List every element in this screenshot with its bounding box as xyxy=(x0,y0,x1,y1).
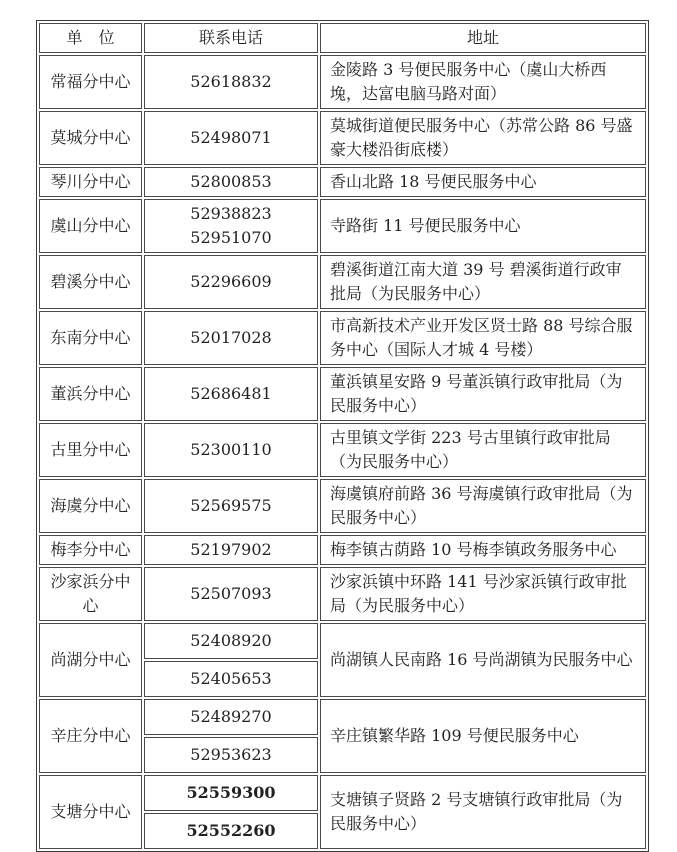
table-row xyxy=(39,199,646,253)
address-cell: 莫城街道便民服务中心（苏常公路 86 号盛豪大楼沿街底楼） xyxy=(320,111,646,165)
table-row xyxy=(39,479,646,533)
address-cell: 金陵路 3 号便民服务中心（虞山大桥西堍，达富电脑马路对面） xyxy=(320,55,646,109)
unit-cell: 碧溪分中心 xyxy=(39,255,142,309)
table-row xyxy=(39,255,646,309)
address-cell: 辛庄镇繁华路 109 号便民服务中心 xyxy=(320,699,646,773)
address-cell: 市高新技术产业开发区贤士路 88 号综合服务中心（国际人才城 4 号楼） xyxy=(320,311,646,365)
table-row xyxy=(39,111,646,165)
phone-cell: 52408920 xyxy=(144,623,318,659)
phone-cell: 52489270 xyxy=(144,699,318,735)
unit-cell: 沙家浜分中心 xyxy=(39,567,142,621)
table-row xyxy=(39,167,646,197)
table-row xyxy=(39,699,646,735)
unit-cell: 琴川分中心 xyxy=(39,167,142,197)
unit-cell: 常福分中心 xyxy=(39,55,142,109)
phone-cell: 52569575 xyxy=(144,479,318,533)
unit-cell: 董浜分中心 xyxy=(39,367,142,421)
phone-cell: 52405653 xyxy=(144,661,318,697)
phone-cell: 52296609 xyxy=(144,255,318,309)
table-row xyxy=(39,775,646,811)
unit-cell: 海虞分中心 xyxy=(39,479,142,533)
table-row xyxy=(39,623,646,659)
phone-cell: 52686481 xyxy=(144,367,318,421)
phone-cell: 52498071 xyxy=(144,111,318,165)
unit-cell: 尚湖分中心 xyxy=(39,623,142,697)
table-row xyxy=(39,55,646,109)
address-cell: 沙家浜镇中环路 141 号沙家浜镇行政审批局（为民服务中心） xyxy=(320,567,646,621)
table-row xyxy=(39,423,646,477)
table-body xyxy=(39,55,646,849)
col-header-address: 地址 xyxy=(320,23,646,53)
address-cell: 古里镇文学街 223 号古里镇行政审批局（为民服务中心） xyxy=(320,423,646,477)
table-row xyxy=(39,311,646,365)
service-center-contact-table xyxy=(36,20,649,852)
col-header-phone: 联系电话 xyxy=(144,23,318,53)
address-cell: 碧溪街道江南大道 39 号 碧溪街道行政审批局（为民服务中心） xyxy=(320,255,646,309)
unit-cell: 辛庄分中心 xyxy=(39,699,142,773)
header-row xyxy=(39,23,646,53)
address-cell: 梅李镇古荫路 10 号梅李镇政务服务中心 xyxy=(320,535,646,565)
phone-cell: 52017028 xyxy=(144,311,318,365)
unit-cell: 虞山分中心 xyxy=(39,199,142,253)
address-cell: 香山北路 18 号便民服务中心 xyxy=(320,167,646,197)
phone-cell: 52618832 xyxy=(144,55,318,109)
phone-cell: 52938823 52951070 xyxy=(144,199,318,253)
phone-cell: 52559300 xyxy=(144,775,318,811)
address-cell: 海虞镇府前路 36 号海虞镇行政审批局（为民服务中心） xyxy=(320,479,646,533)
table-row xyxy=(39,535,646,565)
address-cell: 寺路街 11 号便民服务中心 xyxy=(320,199,646,253)
phone-cell: 52300110 xyxy=(144,423,318,477)
address-cell: 董浜镇星安路 9 号董浜镇行政审批局（为民服务中心） xyxy=(320,367,646,421)
address-cell: 支塘镇子贤路 2 号支塘镇行政审批局（为民服务中心） xyxy=(320,775,646,849)
phone-cell: 52507093 xyxy=(144,567,318,621)
phone-cell: 52953623 xyxy=(144,737,318,773)
table-row xyxy=(39,367,646,421)
address-cell: 尚湖镇人民南路 16 号尚湖镇为民服务中心 xyxy=(320,623,646,697)
col-header-unit: 单 位 xyxy=(39,23,142,53)
phone-cell: 52552260 xyxy=(144,813,318,849)
phone-cell: 52197902 xyxy=(144,535,318,565)
unit-cell: 梅李分中心 xyxy=(39,535,142,565)
table-row xyxy=(39,567,646,621)
phone-cell: 52800853 xyxy=(144,167,318,197)
unit-cell: 支塘分中心 xyxy=(39,775,142,849)
unit-cell: 东南分中心 xyxy=(39,311,142,365)
unit-cell: 古里分中心 xyxy=(39,423,142,477)
unit-cell: 莫城分中心 xyxy=(39,111,142,165)
